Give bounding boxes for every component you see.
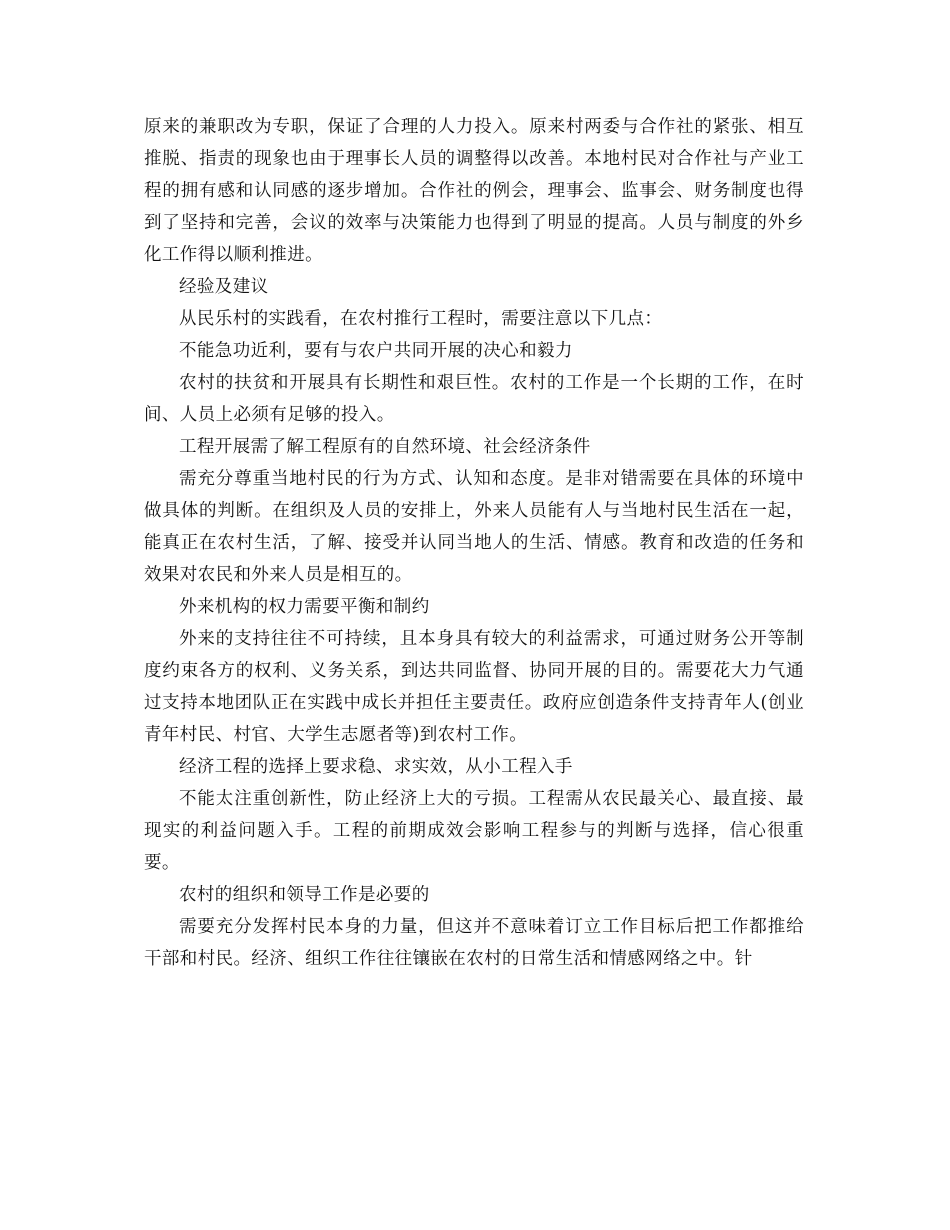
subheading-4: 经济工程的选择上要求稳、求实效，从小工程入手	[179, 757, 573, 777]
paragraph-4: 不能太注重创新性，防止经济上大的亏损。工程需从农民最关心、最直接、最现实的利益问题入手。工程的前期成效会影响工程参与的判断与选择，信心很重要。	[144, 789, 804, 873]
paragraph-3: 外来的支持往往不可持续，且本身具有较大的利益需求，可通过财务公开等制度约束各方的权利、义务关系，到达共同监督、协同开展的目的。需要花大力气通过支持本地团队正在实践中成长并担任主要责任。政府应创造条件支持青年人(创业青年村民、村官、大学生志愿者等)到农村工作。	[144, 629, 804, 745]
paragraph-2: 需充分尊重当地村民的行为方式、认知和态度。是非对错需要在具体的环境中做具体的判断。在组织及人员的安排上，外来人员能有人与当地村民生活在一起，能真正在农村生活，了解、接受并认同当地人的生活、情感。教育和改造的任务和效果对农民和外来人员是相互的。	[144, 469, 804, 585]
subheading-5: 农村的组织和领导工作是必要的	[179, 885, 430, 905]
document-body	[144, 111, 804, 975]
paragraph-continuation: 原来的兼职改为专职，保证了合理的人力投入。原来村两委与合作社的紧张、相互推脱、指责的现象也由于理事长人员的调整得以改善。本地村民对合作社与产业工程的拥有感和认同感的逐步增加。合作社的例会，理事会、监事会、财务制度也得到了坚持和完善，会议的效率与决策能力也得到了明显的提高。人员与制度的外乡化工作得以顺利推进。	[144, 117, 804, 265]
section-heading-experience: 经验及建议	[179, 277, 269, 297]
paragraph-5: 需要充分发挥村民本身的力量，但这并不意味着订立工作目标后把工作都推给干部和村民。经济、组织工作往往镶嵌在农村的日常生活和情感网络之中。针	[144, 917, 804, 969]
subheading-1: 不能急功近利，要有与农户共同开展的决心和毅力	[179, 341, 573, 361]
paragraph-intro: 从民乐村的实践看，在农村推行工程时，需要注意以下几点：	[179, 309, 663, 329]
subheading-3: 外来机构的权力需要平衡和制约	[179, 597, 430, 617]
paragraph-1: 农村的扶贫和开展具有长期性和艰巨性。农村的工作是一个长期的工作，在时间、人员上必须有足够的投入。	[144, 373, 804, 425]
subheading-2: 工程开展需了解工程原有的自然环境、社会经济条件	[179, 437, 591, 457]
